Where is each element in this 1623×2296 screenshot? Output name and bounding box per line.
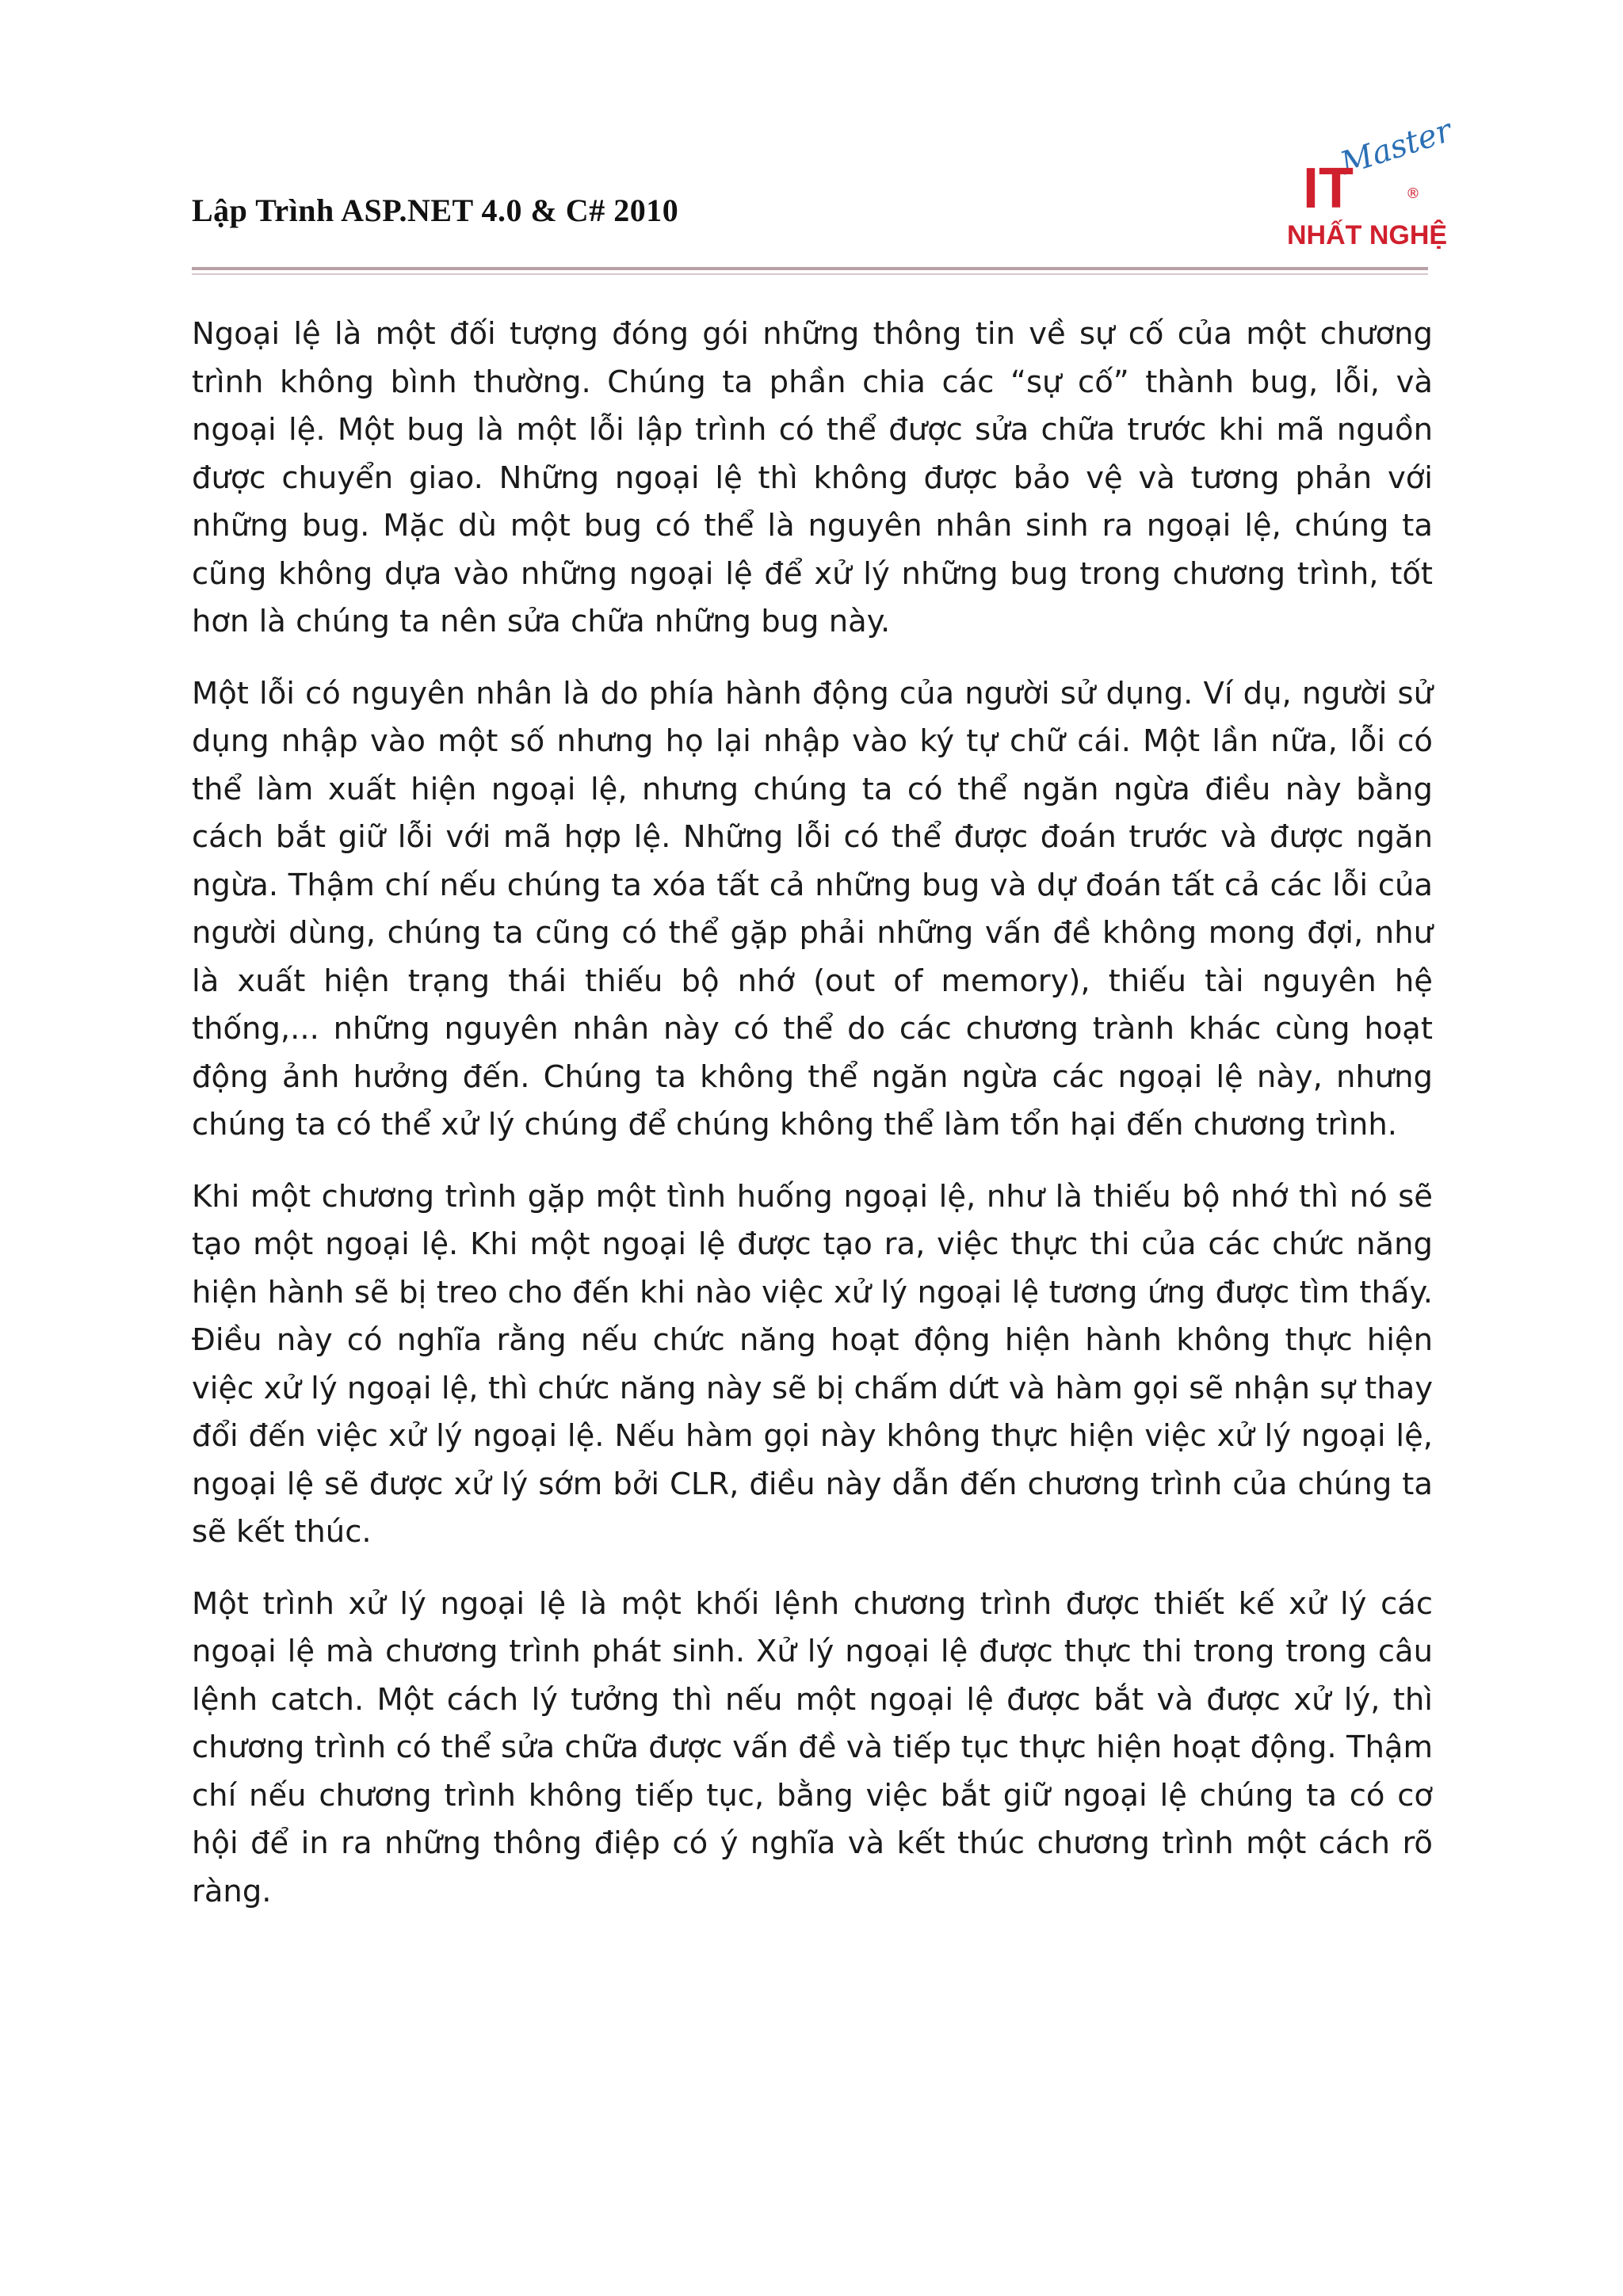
paragraph-4: Một trình xử lý ngoại lệ là một khối lệnh chương trình được thiết kế xử lý các ngoại lệ mà chương trình phát sinh. Xử lý ngoại lệ được thực thi trong trong câu lệnh catch. Một cách lý tưởng thì nếu một ngoại lệ được bắt và được xử lý, thì chương trình có thể sửa chữa được vấn đề và tiếp tục thực hiện hoạt động. Thậm chí nếu chương trình không tiếp tục, bằng việc bắt giữ ngoại lệ chúng ta có cơ hội để in ra những thông điệp có ý nghĩa và kết thúc chương trình một cách rõ ràng. [192, 1585, 1433, 1909]
paragraph-1: Ngoại lệ là một đối tượng đóng gói những thông tin về sự cố của một chương trình không bình thường. Chúng ta phần chia các “sự cố” thành bug, lỗi, và ngoại lệ. Một bug là một lỗi lập trình có thể được sửa chữa trước khi mã nguồn được chuyển giao. Những ngoại lệ thì không được bảo vệ và tương phản với những bug. Mặc dù một bug có thể là nguyên nhân sinh ra ngoại lệ, chúng ta cũng không dựa vào những ngoại lệ để xử lý những bug trong chương trình, tốt hơn là chúng ta nên sửa chữa những bug này. [192, 316, 1433, 639]
logo-brand-text: NHẤT NGHỆ [1287, 220, 1448, 250]
paragraph-2: Một lỗi có nguyên nhân là do phía hành động của người sử dụng. Ví dụ, người sử dụng nhập vào một số nhưng họ lại nhập vào ký tự chữ cái. Một lần nữa, lỗi có thể làm xuất hiện ngoại lệ, nhưng chúng ta có thể ngăn ngừa điều này bằng cách bắt giữ lỗi với mã hợp lệ. Những lỗi có thể được đoán trước và được ngăn ngừa. Thậm chí nếu chúng ta xóa tất cả những bug và dự đoán tất cả các lỗi của người dùng, chúng ta cũng có thể gặp phải những vấn đề không mong đợi, như là xuất hiện trạng thái thiếu bộ nhớ (out of memory), thiếu tài nguyên hệ thống,... những nguyên nhân này có thể do các chương trành khác cùng hoạt động ảnh hưởng đến. Chúng ta không thể ngăn ngừa các ngoại lệ này, nhưng chúng ta có thể xử lý chúng để chúng không thể làm tổn hại đến chương trình. [192, 675, 1433, 1142]
header-title: Lập Trình ASP.NET 4.0 & C# 2010 [192, 193, 679, 228]
header-divider [192, 267, 1428, 270]
nhat-nghe-logo [1285, 112, 1457, 254]
paragraph-3: Khi một chương trình gặp một tình huống ngoại lệ, như là thiếu bộ nhớ thì nó sẽ tạo một ngoại lệ. Khi một ngoại lệ được tạo ra, việc thực thi của các chức năng hiện hành sẽ bị treo cho đến khi nào việc xử lý ngoại lệ tương ứng được tìm thấy. Điều này có nghĩa rằng nếu chức năng hoạt động hiện hành không thực hiện việc xử lý ngoại lệ, thì chức năng này sẽ bị chấm dứt và hàm gọi sẽ nhận sự thay đổi đến việc xử lý ngoại lệ. Nếu hàm gọi này không thực hiện việc xử lý ngoại lệ, ngoại lệ sẽ được xử lý sớm bởi CLR, điều này dẫn đến chương trình của chúng ta sẽ kết thúc. [192, 1178, 1433, 1550]
logo-registered-mark: ® [1406, 185, 1420, 202]
logo-script-text: Master [1336, 112, 1457, 183]
document-body [192, 311, 1433, 1939]
page-header [192, 112, 1457, 277]
logo-big-letters: IT [1303, 157, 1354, 220]
header-divider-secondary [192, 273, 1428, 275]
